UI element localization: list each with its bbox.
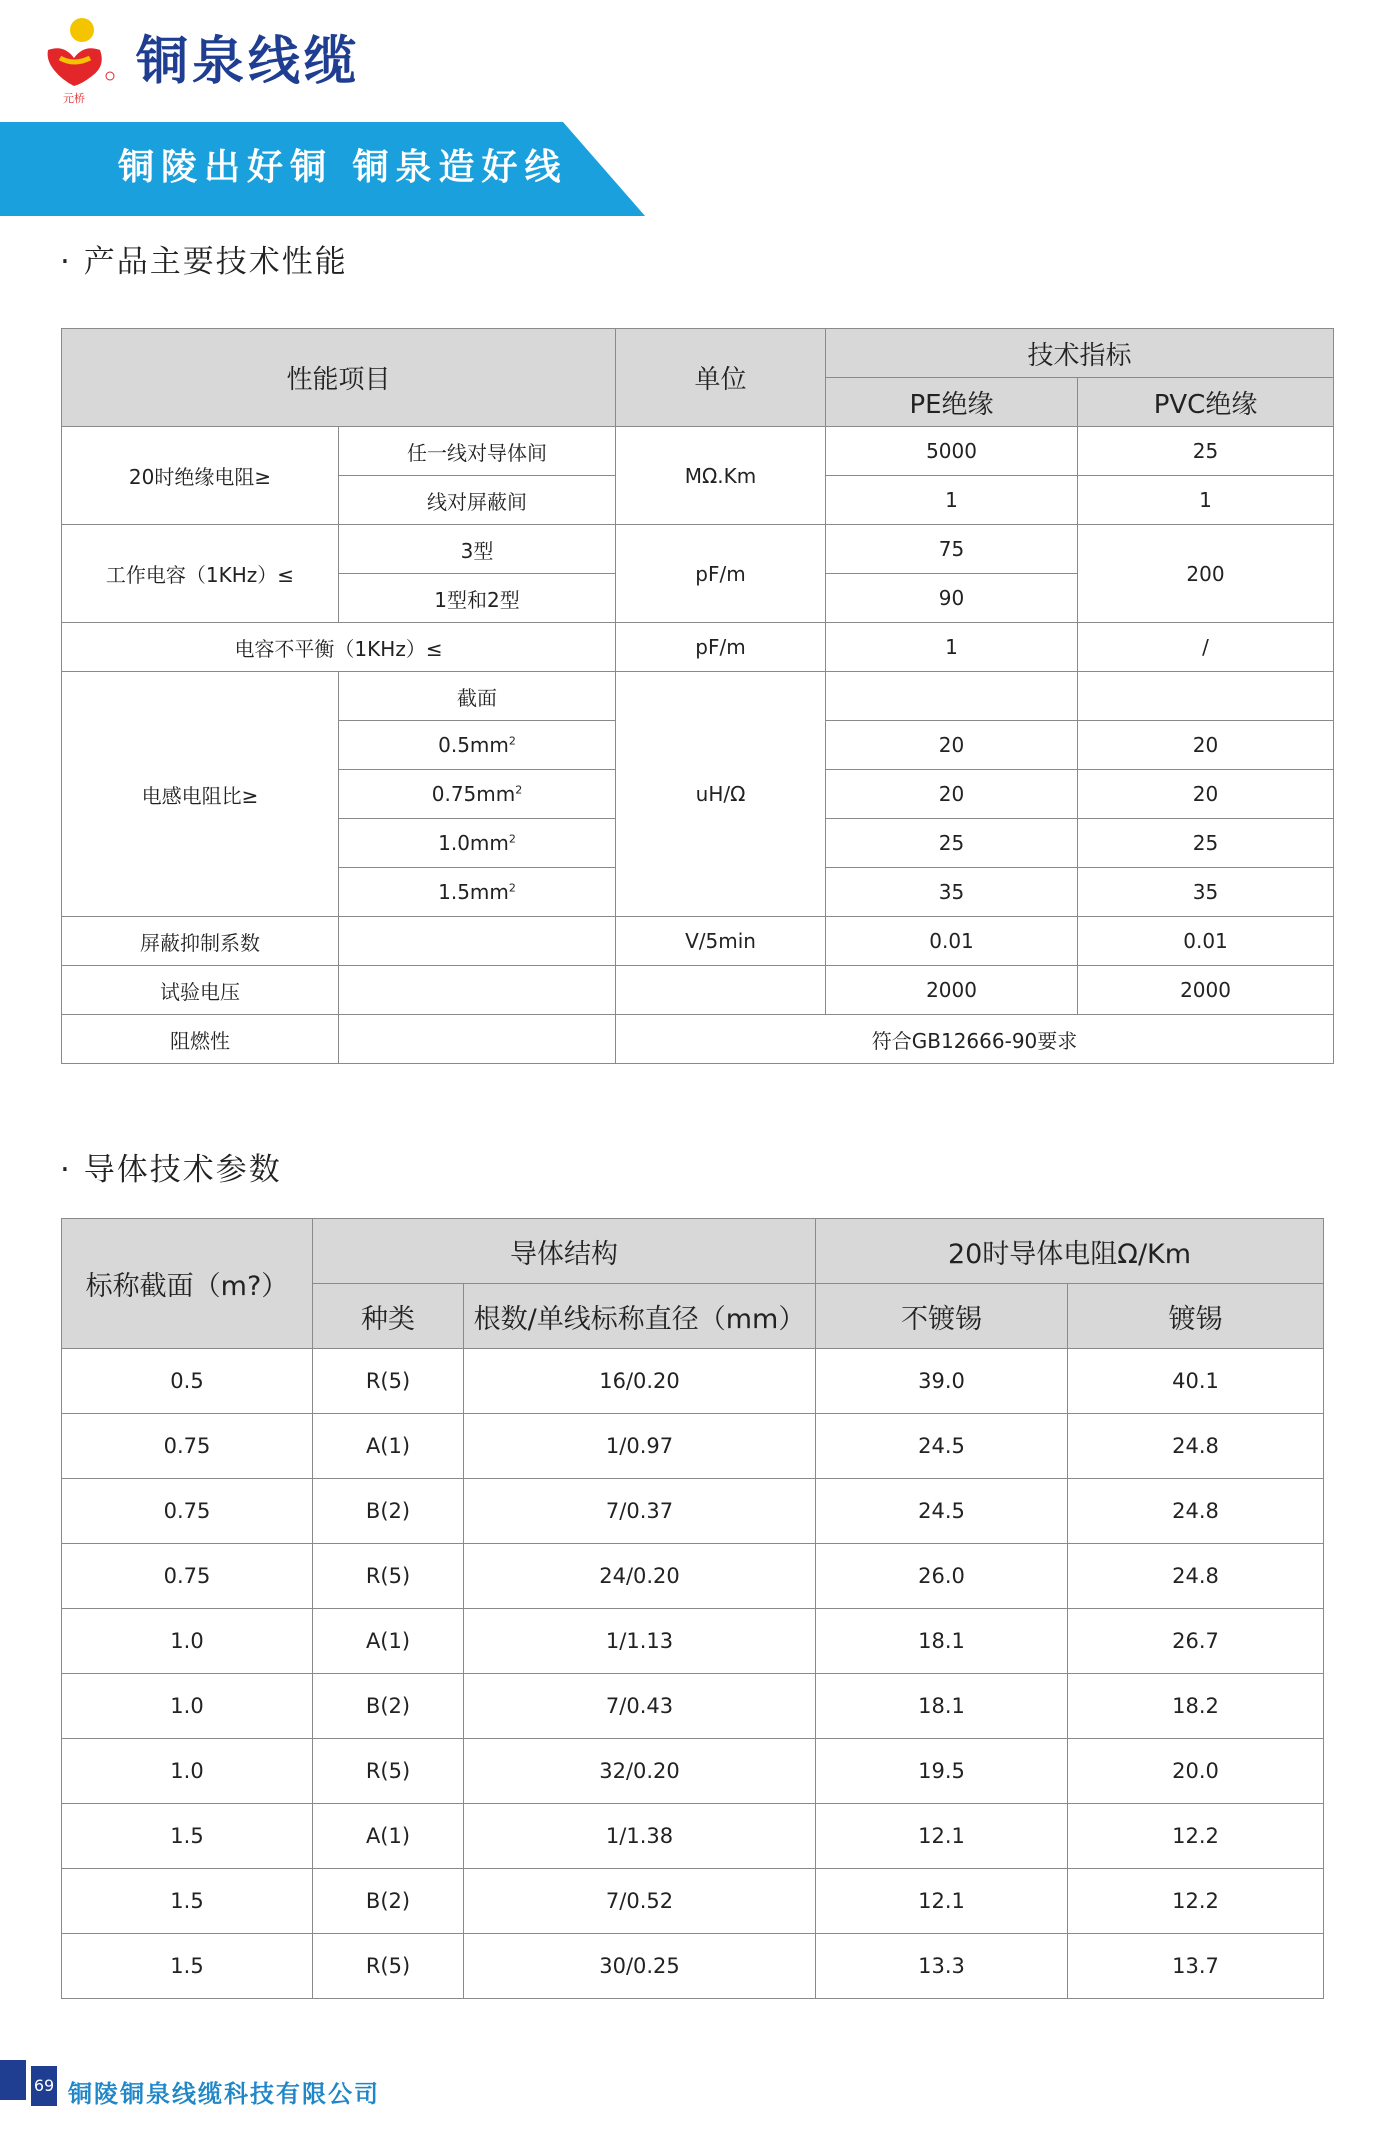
cell-section: 1.0 [62,1739,313,1804]
cell-plain: 13.3 [816,1934,1068,1999]
cell-tinned: 12.2 [1068,1804,1324,1869]
inductance-pvc: 35 [1078,868,1334,917]
cell-type: A(1) [313,1609,464,1674]
cell-type: R(5) [313,1544,464,1609]
unbalance-pvc: / [1078,623,1334,672]
company-name: 铜陵铜泉线缆科技有限公司 [68,2080,380,2108]
table-row [62,1609,1324,1674]
inductance-sub: $1.5mm^2$ [339,868,616,917]
slogan-text: 铜陵出好铜 铜泉造好线 [118,146,568,188]
inductance-pe: 25 [826,819,1078,868]
inductance-pe: 35 [826,868,1078,917]
footer-accent-bar [0,2060,26,2100]
insulation-sub: 任一线对导体间 [339,427,616,476]
capacitance-unit: pF/m [616,525,826,623]
cell-count: 7/0.43 [464,1674,816,1739]
cell-plain: 24.5 [816,1479,1068,1544]
shield-pe: 0.01 [826,917,1078,966]
inductance-sub-header: 截面 [339,672,616,721]
unbalance-pe: 1 [826,623,1078,672]
insulation-unit: MΩ.Km [616,427,826,525]
cell-tinned: 20.0 [1068,1739,1324,1804]
cell-tinned: 24.8 [1068,1414,1324,1479]
section-title-conductor: · 导体技术参数 [60,1152,282,1188]
performance-table [61,328,1334,1064]
header-pvc: PVC绝缘 [1078,378,1334,427]
page-number: 69 [31,2066,57,2106]
brand-name: 铜泉线缆 [136,32,361,92]
cell-plain: 12.1 [816,1804,1068,1869]
header-plain: 不镀锡 [816,1284,1068,1349]
cell-type: A(1) [313,1414,464,1479]
cell-section: 0.5 [62,1349,313,1414]
cell-tinned: 18.2 [1068,1674,1324,1739]
table-row [62,1739,1324,1804]
cell-type: R(5) [313,1934,464,1999]
cell-type: R(5) [313,1349,464,1414]
cell-section: 1.0 [62,1674,313,1739]
table-row [62,1479,1324,1544]
conductor-table [61,1218,1324,1999]
cell-section: 0.75 [62,1544,313,1609]
cell-type: B(2) [313,1869,464,1934]
cell-count: 1/1.38 [464,1804,816,1869]
cell-count: 7/0.37 [464,1479,816,1544]
cell-tinned: 13.7 [1068,1934,1324,1999]
cell-plain: 18.1 [816,1609,1068,1674]
cell-section: 1.5 [62,1804,313,1869]
inductance-sub: $0.75mm^2$ [339,770,616,819]
inductance-unit: uH/Ω [616,672,826,917]
capacitance-pe: 75 [826,525,1078,574]
header-spec: 技术指标 [826,329,1334,378]
shield-unit: V/5min [616,917,826,966]
cell-count: 16/0.20 [464,1349,816,1414]
cell-type: R(5) [313,1739,464,1804]
cell-plain: 19.5 [816,1739,1068,1804]
capacitance-label: 工作电容（1KHz）≤ [62,525,339,623]
insulation-pvc: 25 [1078,427,1334,476]
test-voltage-sub-empty [339,966,616,1015]
test-voltage-pe: 2000 [826,966,1078,1015]
cell-tinned: 40.1 [1068,1349,1324,1414]
cell-plain: 12.1 [816,1869,1068,1934]
cell-tinned: 24.8 [1068,1479,1324,1544]
cell-type: B(2) [313,1674,464,1739]
header-pe: PE绝缘 [826,378,1078,427]
inductance-pvc: 20 [1078,721,1334,770]
shield-sub-empty [339,917,616,966]
shield-pvc: 0.01 [1078,917,1334,966]
table-row [62,1804,1324,1869]
cell-count: 7/0.52 [464,1869,816,1934]
table-row [62,1934,1324,1999]
cell-count: 1/0.97 [464,1414,816,1479]
cell-plain: 26.0 [816,1544,1068,1609]
insulation-pe: 5000 [826,427,1078,476]
flame-sub-empty [339,1015,616,1064]
table-row [62,1869,1324,1934]
cell-count: 32/0.20 [464,1739,816,1804]
cell-section: 1.0 [62,1609,313,1674]
inductance-pe: 20 [826,721,1078,770]
table-row [62,1349,1324,1414]
capacitance-pvc: 200 [1078,525,1334,623]
table-row [62,1414,1324,1479]
unbalance-label: 电容不平衡（1KHz）≤ [62,623,616,672]
inductance-pe-empty [826,672,1078,721]
header-type: 种类 [313,1284,464,1349]
shield-label: 屏蔽抑制系数 [62,917,339,966]
test-voltage-pvc: 2000 [1078,966,1334,1015]
inductance-pvc: 20 [1078,770,1334,819]
cell-tinned: 26.7 [1068,1609,1324,1674]
inductance-sub: $0.5mm^2$ [339,721,616,770]
capacitance-sub: 3型 [339,525,616,574]
cell-plain: 39.0 [816,1349,1068,1414]
cell-plain: 18.1 [816,1674,1068,1739]
unbalance-unit: pF/m [616,623,826,672]
logo-caption: 元桥 [63,92,85,105]
header-resistance: 20时导体电阻Ω/Km [816,1219,1324,1284]
cell-section: 0.75 [62,1414,313,1479]
test-voltage-label: 试验电压 [62,966,339,1015]
table-row [62,1674,1324,1739]
cell-tinned: 12.2 [1068,1869,1324,1934]
header-item: 性能项目 [62,329,616,427]
header-unit: 单位 [616,329,826,427]
cell-type: A(1) [313,1804,464,1869]
header-structure: 导体结构 [313,1219,816,1284]
insulation-pvc: 1 [1078,476,1334,525]
flame-value: 符合GB12666-90要求 [616,1015,1334,1064]
header-count: 根数/单线标称直径（mm） [464,1284,816,1349]
section-title-performance: · 产品主要技术性能 [60,244,348,280]
insulation-label: 20时绝缘电阻≥ [62,427,339,525]
test-voltage-unit-empty [616,966,826,1015]
capacitance-sub: 1型和2型 [339,574,616,623]
inductance-pe: 20 [826,770,1078,819]
flame-label: 阻燃性 [62,1015,339,1064]
header-tinned: 镀锡 [1068,1284,1324,1349]
inductance-pvc: 25 [1078,819,1334,868]
table-row [62,1544,1324,1609]
inductance-sub: $1.0mm^2$ [339,819,616,868]
insulation-pe: 1 [826,476,1078,525]
cell-type: B(2) [313,1479,464,1544]
inductance-label: 电感电阻比≥ [62,672,339,917]
insulation-sub: 线对屏蔽间 [339,476,616,525]
inductance-pvc-empty [1078,672,1334,721]
cell-count: 1/1.13 [464,1609,816,1674]
cell-section: 0.75 [62,1479,313,1544]
cell-tinned: 24.8 [1068,1544,1324,1609]
capacitance-pe: 90 [826,574,1078,623]
cell-section: 1.5 [62,1934,313,1999]
cell-count: 24/0.20 [464,1544,816,1609]
cell-section: 1.5 [62,1869,313,1934]
cell-count: 30/0.25 [464,1934,816,1999]
header-section: 标称截面（m?） [62,1219,313,1349]
brand-logo [44,14,130,106]
cell-plain: 24.5 [816,1414,1068,1479]
